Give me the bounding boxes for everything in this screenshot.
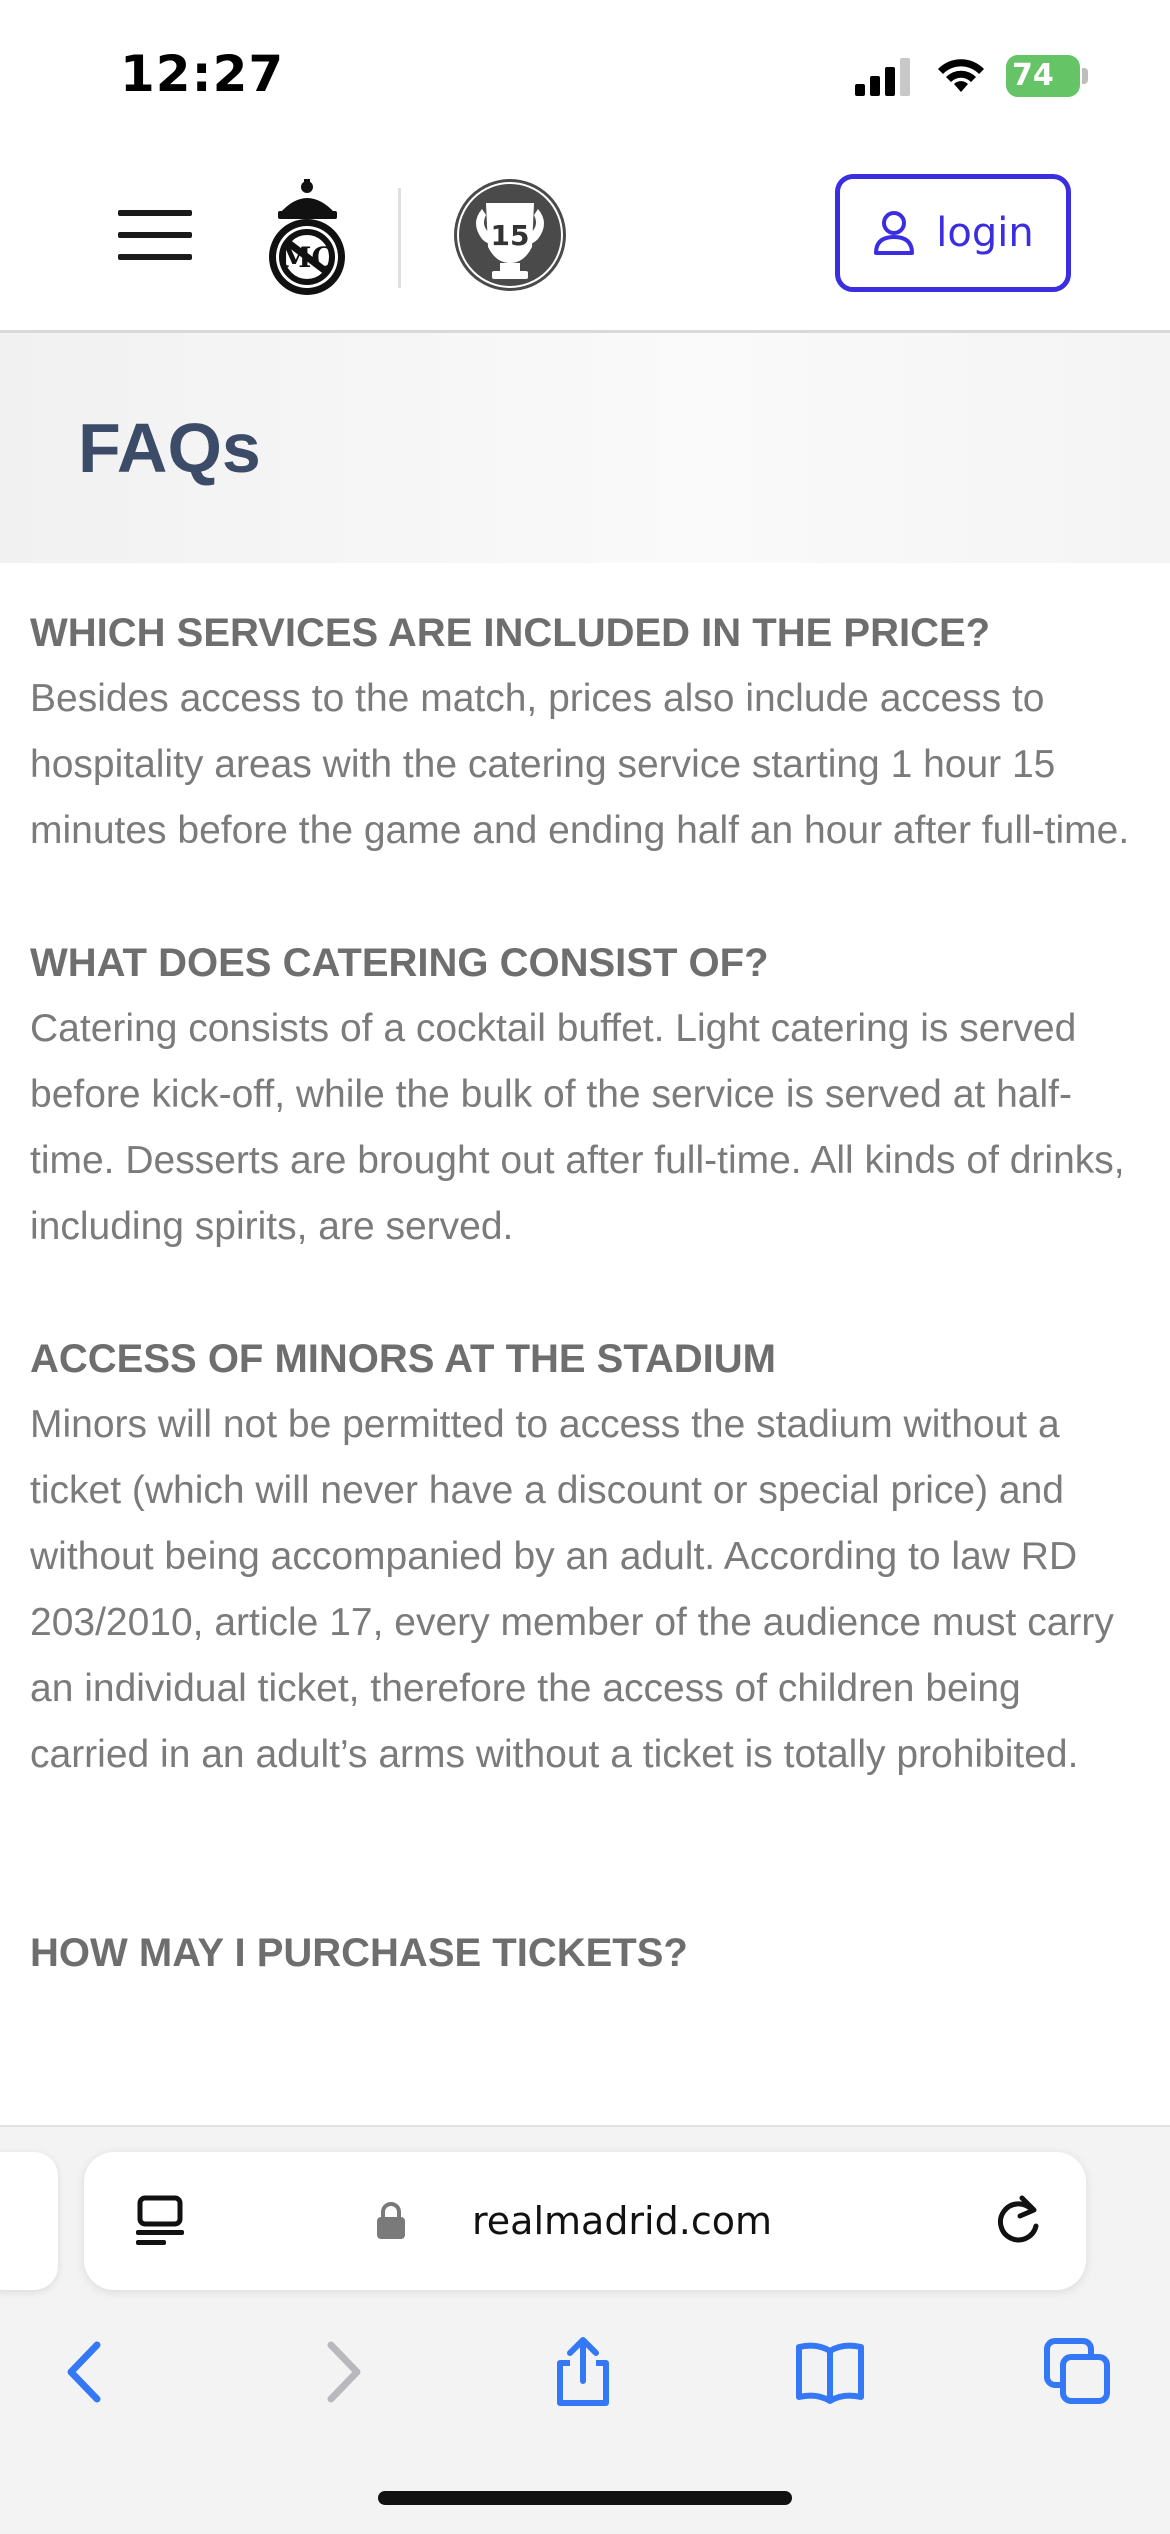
browser-nav-row [0,2322,1170,2432]
svg-text:MC: MC [280,241,334,274]
forward-button[interactable] [290,2322,390,2422]
faq-item [30,1326,1140,1788]
browser-toolbar [0,2125,1170,2534]
tabs-button[interactable] [1028,2322,1128,2422]
status-bar [0,0,1170,150]
faq-item [30,930,1140,1260]
cellular-signal-icon [855,56,915,96]
back-button[interactable] [38,2322,138,2422]
share-button[interactable] [533,2322,633,2422]
faq-answer: Catering consists of a cocktail buffet. Light catering is served before kick-off, while the bulk of the service is served at half-time. Desserts are brought out after full-time. All kinds of drinks, including spirits, are served. [30,1007,1125,1248]
lock-icon [376,2202,406,2240]
previous-tab-card[interactable] [0,2152,58,2290]
tabs-icon [1043,2337,1113,2407]
faq-question: WHICH SERVICES ARE INCLUDED IN THE PRICE? [30,611,991,655]
share-icon [548,2337,618,2407]
battery-level: 74 [1006,55,1080,97]
header-divider [398,188,401,288]
address-bar[interactable] [84,2152,1086,2290]
reader-icon[interactable] [134,2194,186,2248]
faq-question: WHAT DOES CATERING CONSIST OF? [30,941,769,985]
site-header [0,150,1170,333]
faq-banner [0,333,1170,563]
forward-icon [305,2337,375,2407]
user-icon [872,209,916,257]
wifi-icon [935,54,987,96]
trophy-badge-number: 15 [490,219,530,252]
status-time: 12:27 [120,45,285,103]
bookmarks-icon [795,2337,865,2407]
bookmarks-button[interactable] [780,2322,880,2422]
page-title: FAQs [78,409,261,487]
faq-item [30,1920,1140,1986]
reload-icon[interactable] [992,2192,1044,2248]
faq-question: HOW MAY I PURCHASE TICKETS? [30,1931,688,1975]
real-madrid-crest-icon[interactable] [260,175,355,297]
url-text[interactable]: realmadrid.com [472,2199,772,2243]
faq-answer: Besides access to the match, prices also include access to hospitality areas with the catering service starting 1 hour 15 minutes before the game and ending half an hour after full-time. [30,677,1130,852]
faq-question: ACCESS OF MINORS AT THE STADIUM [30,1337,776,1381]
faq-item [30,600,1140,864]
login-button[interactable] [835,174,1071,292]
home-indicator[interactable] [378,2491,792,2505]
login-label: login [936,210,1034,256]
hamburger-menu-icon[interactable] [118,210,192,260]
faq-list [30,600,1140,2052]
back-icon [53,2337,123,2407]
champions-trophy-badge[interactable] [452,177,568,293]
battery-charging-icon [1006,55,1090,97]
faq-answer: Minors will not be permitted to access the stadium without a ticket (which will never have a discount or special price) and without being accompanied by an adult. According to law RD 203/2010, article 17, every member of the audience must carry an individual ticket, therefore the access of children being carried in an adult’s arms without a ticket is totally prohibited. [30,1403,1114,1776]
